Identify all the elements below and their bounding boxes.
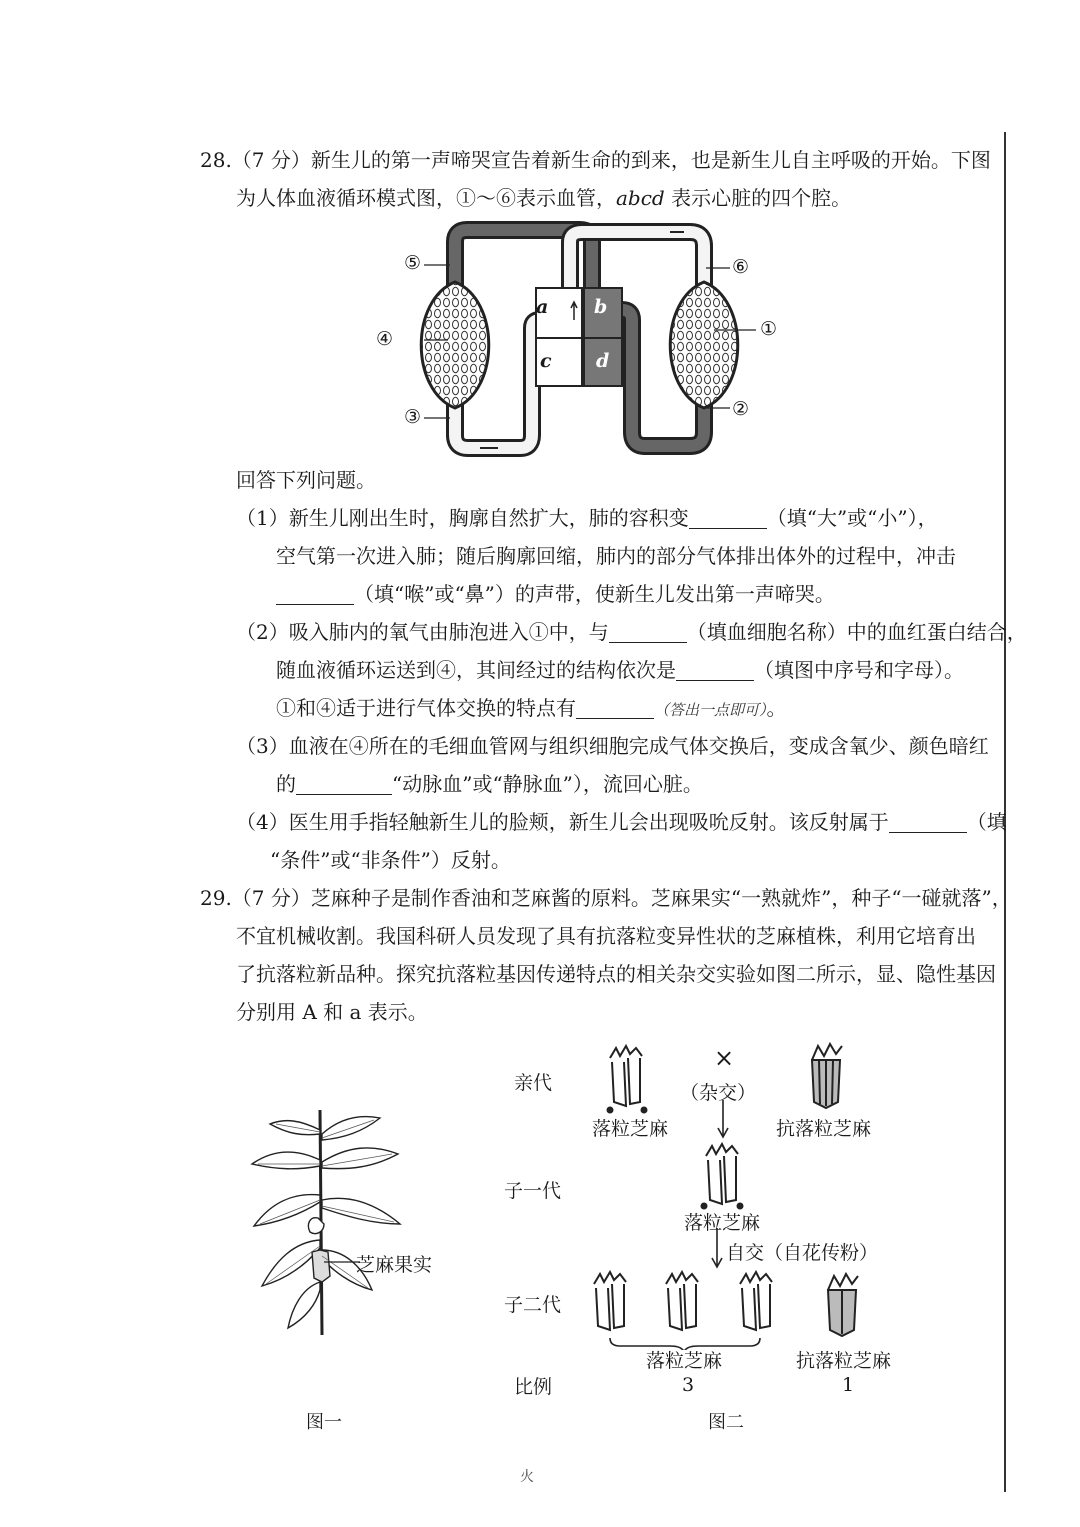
row-ratio-label: 比例 [514, 1376, 553, 1398]
answer-blank-1[interactable] [689, 508, 767, 529]
f1-pod-label: 落粒芝麻 [684, 1212, 761, 1234]
answer-blank-3[interactable] [609, 622, 687, 643]
q28-line2-end: 表示心脏的四个腔。 [664, 186, 852, 210]
parent-left-label: 落粒芝麻 [592, 1118, 669, 1140]
figure2-caption: 图二 [708, 1412, 744, 1433]
figure1-caption: 图一 [306, 1412, 342, 1433]
q28-part2-line1 [236, 618, 1027, 646]
ratio-left: 3 [682, 1374, 695, 1396]
fruit-label: 芝麻果实 [356, 1254, 433, 1276]
q29-line2: 不宜机械收割。我国科研人员发现了具有抗落粒变异性状的芝麻植株，利用它培育出 [236, 924, 976, 948]
label-vessel-5: ⑤ [404, 252, 422, 274]
q29-line3: 了抗落粒新品种。探究抗落粒基因传递特点的相关杂交实验如图二所示，显、隐性基因 [236, 962, 996, 986]
answer-blank-6[interactable] [296, 774, 392, 795]
row-f2-label: 子二代 [504, 1294, 562, 1316]
p1-text-b: （填“大”或“小”）， [766, 506, 938, 530]
chamber-b: b [594, 296, 608, 318]
q29-line4: 分别用 A 和 a 表示。 [236, 1000, 428, 1024]
chamber-d: d [596, 350, 610, 372]
q28-line1: 28.（7 分）新生儿的第一声啼哭宣告着新生命的到来，也是新生儿自主呼吸的开始。下图 [200, 148, 991, 172]
p3-text-a: 的 [276, 772, 296, 796]
cross-text: （杂交） [680, 1082, 757, 1104]
p2-end: 。 [766, 696, 787, 720]
label-vessel-4: ④ [376, 328, 394, 350]
q28-abcd: abcd [616, 186, 665, 210]
q28-part4-line1 [236, 808, 1007, 836]
q28-line2-text: 为人体血液循环模式图，①～⑥表示血管， [236, 186, 616, 210]
p2-text-b: （填血细胞名称）中的血红蛋白结合， [686, 620, 1027, 644]
f2-right-label: 抗落粒芝麻 [796, 1350, 892, 1372]
diagram-leader-lines [400, 250, 780, 440]
chamber-a: a [536, 296, 549, 318]
answer-blank-7[interactable] [889, 812, 967, 833]
q28-part2-line2 [276, 656, 964, 684]
q28-part2-line3 [276, 694, 787, 724]
answer-blank-2[interactable] [276, 584, 354, 605]
answer-blank-4[interactable] [676, 660, 754, 681]
page-mark: 火 [520, 1469, 534, 1485]
q29-line1: 29.（7 分）芝麻种子是制作香油和芝麻酱的原料。芝麻果实“一熟就炸”，种子“一碰就落”， [200, 886, 1012, 910]
q28-part1-line2: 空气第一次进入肺；随后胸廓回缩，肺内的部分气体排出体外的过程中，冲击 [276, 544, 956, 568]
row-f1-label: 子一代 [504, 1180, 562, 1202]
p3-text-b: “动脉血”或“静脉血”），流回心脏。 [392, 772, 703, 796]
cross-symbol: × [714, 1044, 735, 1072]
label-vessel-1: ① [760, 318, 778, 340]
q28-part3-line1: （3）血液在④所在的毛细血管网与组织细胞完成气体交换后，变成含氧少、颜色暗红 [236, 734, 989, 758]
q28-part4-line2: “条件”或“非条件”）反射。 [270, 848, 511, 872]
p2-hint: （答出一点即可） [654, 701, 767, 719]
f2-left-label: 落粒芝麻 [646, 1350, 723, 1372]
ratio-right: 1 [842, 1374, 855, 1396]
q28-part1-line1 [236, 504, 938, 532]
p1-text-c: （填“喉”或“鼻”）的声带，使新生儿发出第一声啼哭。 [354, 582, 835, 606]
label-vessel-2: ② [732, 398, 750, 420]
q28-part1-line3 [276, 580, 835, 608]
q28-line2 [236, 184, 851, 212]
label-vessel-3: ③ [404, 406, 422, 428]
parent-right-label: 抗落粒芝麻 [776, 1118, 872, 1140]
p2-text-a: （2）吸入肺内的氧气由肺泡进入①中，与 [236, 620, 609, 644]
p2-text-d: （填图中序号和字母）。 [754, 658, 964, 682]
answer-prompt: 回答下列问题。 [236, 468, 376, 492]
p4-text-b: （填 [966, 810, 1007, 834]
sesame-plant-illustration [240, 1100, 440, 1340]
answer-blank-5[interactable] [576, 698, 654, 719]
row-parent-label: 亲代 [514, 1072, 553, 1094]
p4-text-a: （4）医生用手指轻触新生儿的脸颊，新生儿会出现吸吮反射。该反射属于 [236, 810, 889, 834]
p2-text-e: ①和④适于进行气体交换的特点有 [276, 696, 576, 720]
chamber-c: c [540, 350, 552, 372]
p2-text-c: 随血液循环运送到④，其间经过的结构依次是 [276, 658, 676, 682]
q28-part3-line2 [276, 770, 703, 798]
label-vessel-6: ⑥ [732, 256, 750, 278]
p1-text-a: （1）新生儿刚出生时，胸廓自然扩大，肺的容积变 [236, 506, 689, 530]
selfing-label: 自交（自花传粉） [726, 1242, 879, 1264]
